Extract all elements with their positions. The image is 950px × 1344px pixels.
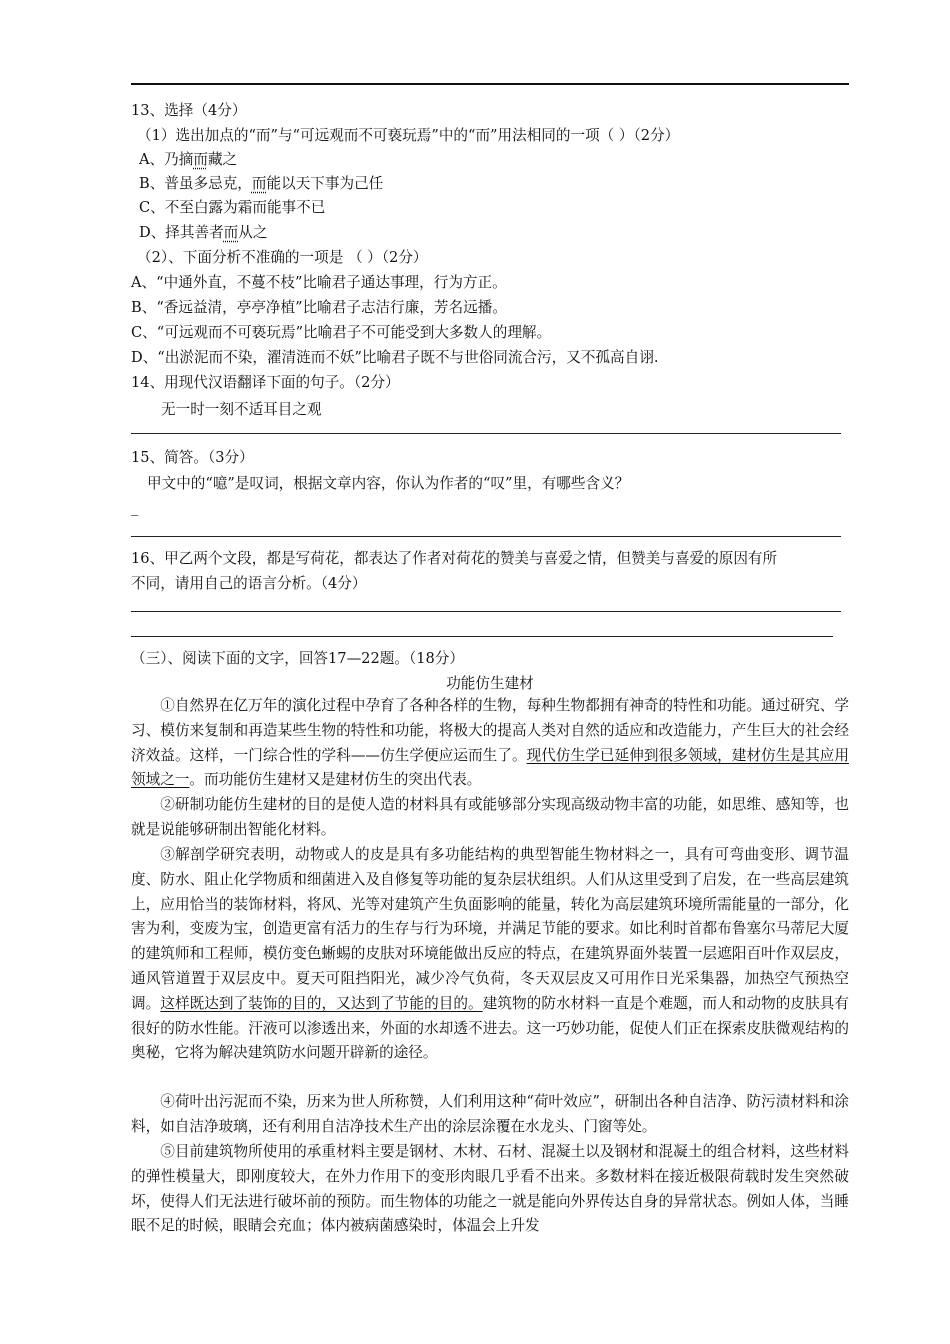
- underlined-sentence: 现代仿生学已延伸到很多领域，建材仿生是其应用领域之一: [131, 746, 849, 789]
- q13-option-a: A、乃摘而藏之: [139, 151, 238, 168]
- q14-answer-line[interactable]: [131, 433, 841, 434]
- paragraph-2: ②研制功能仿生建材的目的是使人造的材料具有或能够部分实现高级动物丰富的功能，如思维、感知等，也就是说能够研制出智能化材料。: [131, 796, 849, 838]
- q13-part2: （2）、下面分析不准确的一项是 （ ）（2分）: [137, 249, 428, 266]
- q15-title: 15、简答。（3分）: [131, 449, 254, 466]
- q15-blank-mark: _: [131, 499, 139, 516]
- q13-option-b: B、普虽多忌克，而能以天下事为己任: [139, 175, 384, 192]
- q13-part2-option-a: A、“中通外直，不蔓不枝”比喻君子通达事理，行为方正。: [131, 274, 507, 291]
- q13-part2-option-c: C、“可远观而不可亵玩焉”比喻君子不可能受到大多数人的理解。: [131, 324, 552, 341]
- underlined-sentence: 这样既达到了装饰的目的，又达到了节能的目的。: [160, 994, 483, 1012]
- q13-option-c: C、不至白露为霜而能事不已: [139, 199, 326, 216]
- dotted-word: 而: [223, 224, 239, 241]
- q13-option-d: D、择其善者而从之: [139, 224, 268, 241]
- q16-answer-line-2[interactable]: [131, 636, 833, 637]
- q15-question: 甲文中的“噫”是叹词，根据文章内容，你认为作者的“叹”里，有哪些含义？: [147, 475, 630, 492]
- q13-title: 13、选择（4分）: [131, 102, 247, 119]
- q14-title: 14、用现代汉语翻译下面的句子。（2分）: [131, 374, 400, 391]
- q15-answer-line[interactable]: [131, 536, 841, 537]
- dotted-word: 而: [251, 175, 267, 192]
- q16-line2: 不同，请用自己的语言分析。（4分）: [131, 575, 367, 592]
- q16-answer-line-1[interactable]: [131, 611, 841, 612]
- q16-line1: 16、甲乙两个文段，都是写荷花，都表达了作者对荷花的赞美与喜爱之情，但赞美与喜爱的原因有所: [131, 550, 778, 567]
- section3-header: （三）、阅读下面的文字，回答17—22题。（18分）: [131, 650, 464, 667]
- article-title: 功能仿生建材: [446, 675, 534, 692]
- q13-part2-option-d: D、“出淤泥而不染，濯清涟而不妖”比喻君子既不与世俗同流合污，又不孤高自诩.: [131, 349, 659, 366]
- plain-word: 白露为霜: [193, 199, 253, 216]
- paragraph-1: ①自然界在亿万年的演化过程中孕育了各种各样的生物，每种生物都拥有神奇的特性和功能。通过研究、学习、模仿来复制和再造某些生物的特性和功能，将极大的提高人类对自然的适应和改造能力，产生巨大的社会经济效益。这样，一门综合性的学科——仿生学便应运而生了。现代仿生学已延伸到很多领域，建材仿生是其应用领域之一。而功能仿生建材又是建材仿生的突出代表。: [131, 697, 849, 789]
- paragraph-4: ④荷叶出污泥而不染，历来为世人所称赞，人们利用这种“荷叶效应”，研制出各种自洁净、防污渍材料和涂料，如自洁净玻璃，还有利用自洁净技术生产出的涂层涂覆在水龙头、门窗等处。: [131, 1093, 849, 1135]
- top-rule: [131, 83, 849, 85]
- paragraph-3: ③解剖学研究表明，动物或人的皮是具有多功能结构的典型智能生物材料之一，具有可弯曲变形、调节温度、防水、阻止化学物质和细菌进入及自修复等功能的复杂层状组织。人们从这里受到了启发，在一些高层建筑上，应用恰当的装饰材料，将风、光等对建筑产生负面影响的能量，转化为高层建筑环境所需能量的一部分，化害为利，变废为宝，创造更富有活力的生存与行为环境，并满足节能的要求。如比利时首都布鲁塞尔马蒂尼大厦的建筑师和工程师，模仿变色蜥蜴的皮肤对环境能做出反应的特点，在建筑界面外装置一层遮阳百叶作双层皮，通风管道置于双层皮中。夏天可阻挡阳光，减少冷气负荷，冬天双层皮又可用作日光采集器，加热空气预热空调。这样既达到了装饰的目的，又达到了节能的目的。建筑物的防水材料一直是个难题，而人和动物的皮肤具有很好的防水性能。汗液可以渗透出来，外面的水却透不进去。这一巧妙功能，促使人们正在探索皮肤微观结构的奥秘，它将为解决建筑防水问题开辟新的途径。: [131, 846, 849, 1062]
- q13-part1: （1）选出加点的“而”与“可远观而不可亵玩焉”中的“而”用法相同的一项（ ）（2分）: [137, 127, 680, 144]
- q14-sentence: 无一时一刻不适耳目之观: [161, 401, 322, 418]
- q13-part2-option-b: B、“香远益清，亭亭净植”比喻君子志洁行廉，芳名远播。: [131, 299, 507, 316]
- paragraph-5: ⑤目前建筑物所使用的承重材料主要是钢材、木材、石材、混凝土以及钢材和混凝土的组合材料，这些材料的弹性模量大，即刚度较大，在外力作用下的变形肉眼几乎看不出来。多数材料在接近极限荷载时发生突然破坏，使得人们无法进行破坏前的预防。而生物体的功能之一就是能向外界传达自身的异常状态。例如人体，当睡眠不足的时候，眼睛会充血；体内被病菌感染时，体温会上升发: [131, 1143, 849, 1235]
- dotted-word: 而: [193, 151, 208, 168]
